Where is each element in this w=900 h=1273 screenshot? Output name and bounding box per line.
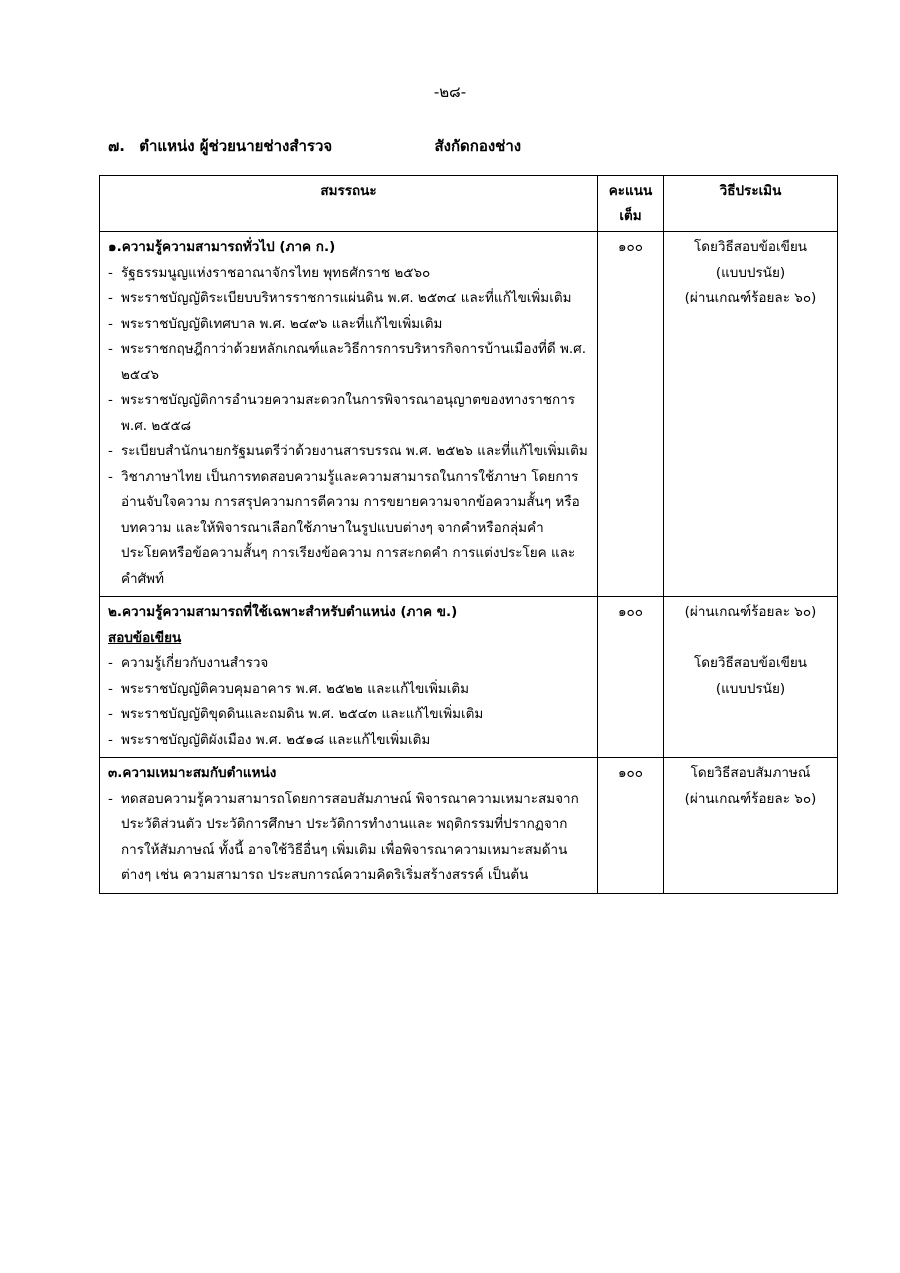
section-3-method [664,758,838,894]
list-item: - พระราชกฤษฎีกาว่าด้วยหลักเกณฑ์และวิธีการการบริหารกิจการบ้านเมืองที่ดี พ.ศ. ๒๕๔๖ [108,337,589,388]
list-item-text: พระราชบัญญัติเทศบาล พ.ศ. ๒๔๙๖ และที่แก้ไขเพิ่มเติม [121,315,443,332]
method-line: (ผ่านเกณฑ์ร้อยละ ๖๐) [684,790,817,807]
section-2-method [664,597,838,758]
list-item: - พระราชบัญญัติการอำนวยความสะดวกในการพิจารณาอนุญาตของทางราชการ พ.ศ. ๒๕๕๘ [108,388,589,439]
section-1-method [664,232,838,597]
heading-number: ๗. [108,137,125,155]
list-item: - พระราชบัญญัติขุดดินและถมดิน พ.ศ. ๒๕๔๓ และแก้ไขเพิ่มเติม [108,702,589,728]
section-title: ๒.ความรู้ความสามารถที่ใช้เฉพาะสำหรับตำแหน่ง (ภาค ข.) [108,604,458,620]
list-item-text: พระราชบัญญัติระเบียบบริหารราชการแผ่นดิน พ.ศ. ๒๕๓๔ และที่แก้ไขเพิ่มเติม [121,290,572,306]
list-item-text: ระเบียบสำนักนายกรัฐมนตรีว่าด้วยงานสารบรรณ พ.ศ. ๒๕๒๖ และที่แก้ไขเพิ่มเติม [121,443,588,459]
list-item-text: ความรู้เกี่ยวกับงานสำรวจ [121,655,269,671]
list-item-text: พระราชบัญญัติผังเมือง พ.ศ. ๒๕๑๘ และแก้ไขเพิ่มเติม [121,731,431,748]
list-item: - ความรู้เกี่ยวกับงานสำรวจ [108,651,589,677]
section-1-score: ๑๐๐ [598,232,664,597]
section-3-content [100,758,598,894]
section-title: ๓.ความเหมาะสมกับตำแหน่ง [108,765,277,781]
header-score-line1: คะแนน [608,183,653,199]
method-line: (ผ่านเกณฑ์ร้อยละ ๖๐) [684,290,817,306]
list-item-text: วิชาภาษาไทย เป็นการทดสอบความรู้และความสามารถในการใช้ภาษา โดยการอ่านจับใจความ การสรุปความการตีความ การขยายความจากข้อความสั้นๆ หรือบทความ และให้พิจารณาเลือกใช้ภาษาในรูปแบบต่างๆ จากคำหรือกลุ่มคำประโยคหรือข้อความสั้นๆ การเรียงข้อความ การสะกดคำ การแต่งประโยค และคำศัพท์ [121,468,580,587]
method-line: (แบบปรนัย) [715,264,786,281]
section-title: ๑.ความรู้ความสามารถทั่วไป (ภาค ก.) [108,239,336,255]
table-row [100,597,838,758]
list-item: - พระราชบัญญัติผังเมือง พ.ศ. ๒๕๑๘ และแก้ไขเพิ่มเติม [108,728,589,754]
section-3-score: ๑๐๐ [598,758,664,894]
list-item-text: พระราชบัญญัติควบคุมอาคาร พ.ศ. ๒๕๒๒ และแก้ไขเพิ่มเติม [121,680,470,697]
list-item: - พระราชบัญญัติระเบียบบริหารราชการแผ่นดิน พ.ศ. ๒๕๓๔ และที่แก้ไขเพิ่มเติม [108,286,589,312]
list-item: - รัฐธรรมนูญแห่งราชอาณาจักรไทย พุทธศักราช ๒๕๖๐ [108,261,589,287]
table-row [100,758,838,894]
list-item: - วิชาภาษาไทย เป็นการทดสอบความรู้และความสามารถในการใช้ภาษา โดยการอ่านจับใจความ การสรุปความการตีความ การขยายความจากข้อความสั้นๆ หรือบทความ และให้พิจารณาเลือกใช้ภาษาในรูปแบบต่างๆ จากคำหรือกลุ่มคำประโยคหรือข้อความสั้นๆ การเรียงข้อความ การสะกดคำ การแต่งประโยค และคำศัพท์ [108,465,589,593]
list-item: - พระราชบัญญัติควบคุมอาคาร พ.ศ. ๒๕๒๒ และแก้ไขเพิ่มเติม [108,677,589,703]
method-line: โดยวิธีสอบข้อเขียน [694,655,807,671]
method-line: โดยวิธีสอบสัมภาษณ์ [690,765,811,781]
header-score-line2: เต็ม [619,208,642,224]
header-competency: สมรรถนะ [100,176,598,232]
list-item-text: พระราชบัญญัติการอำนวยความสะดวกในการพิจารณาอนุญาตของทางราชการ พ.ศ. ๒๕๕๘ [121,392,576,434]
method-spacer [665,626,836,652]
page-number: -๒๘- [433,83,467,101]
competency-table [99,175,838,894]
table-row [100,232,838,597]
section-subtitle: สอบข้อเขียน [108,629,182,646]
affiliation: สังกัดกองช่าง [434,137,522,155]
section-1-content [100,232,598,597]
list-item-text: ทดสอบความรู้ความสามารถโดยการสอบสัมภาษณ์ พิจารณาความเหมาะสมจากประวัติส่วนตัว ประวัติการศึกษา ประวัติการทำงานและ พฤติกรรมที่ปรากฏจากการให้สัมภาษณ์ ทั้งนี้ อาจใช้วิธีอื่นๆ เพิ่มเติม เพื่อพิจารณาความเหมาะสมด้านต่างๆ เช่น ความสามารถ ประสบการณ์ความคิดริเริ่มสร้างสรรค์ เป็นต้น [121,790,579,883]
section-2-content [100,597,598,758]
table-header-row [100,176,838,232]
list-item-text: รัฐธรรมนูญแห่งราชอาณาจักรไทย พุทธศักราช ๒๕๖๐ [121,264,431,281]
list-item: - ทดสอบความรู้ความสามารถโดยการสอบสัมภาษณ์ พิจารณาความเหมาะสมจากประวัติส่วนตัว ประวัติการศึกษา ประวัติการทำงานและ พฤติกรรมที่ปรากฏจากการให้สัมภาษณ์ ทั้งนี้ อาจใช้วิธีอื่นๆ เพิ่มเติม เพื่อพิจารณาความเหมาะสมด้านต่างๆ เช่น ความสามารถ ประสบการณ์ความคิดริเริ่มสร้างสรรค์ เป็นต้น [108,787,589,889]
header-full-score [598,176,664,232]
list-item: - ระเบียบสำนักนายกรัฐมนตรีว่าด้วยงานสารบรรณ พ.ศ. ๒๕๒๖ และที่แก้ไขเพิ่มเติม [108,439,589,465]
list-item-text: พระราชบัญญัติขุดดินและถมดิน พ.ศ. ๒๕๔๓ และแก้ไขเพิ่มเติม [121,706,484,722]
method-line: โดยวิธีสอบข้อเขียน [694,239,807,255]
position-heading [108,134,808,158]
list-item-text: พระราชกฤษฎีกาว่าด้วยหลักเกณฑ์และวิธีการการบริหารกิจการบ้านเมืองที่ดี พ.ศ. ๒๕๔๖ [121,341,587,383]
method-line: (แบบปรนัย) [715,680,786,697]
position-title: ตำแหน่ง ผู้ช่วยนายช่างสำรวจ [139,137,333,155]
method-line: (ผ่านเกณฑ์ร้อยละ ๖๐) [684,604,817,620]
list-item: - พระราชบัญญัติเทศบาล พ.ศ. ๒๔๙๖ และที่แก้ไขเพิ่มเติม [108,312,589,338]
section-2-score: ๑๐๐ [598,597,664,758]
header-method: วิธีประเมิน [664,176,838,232]
